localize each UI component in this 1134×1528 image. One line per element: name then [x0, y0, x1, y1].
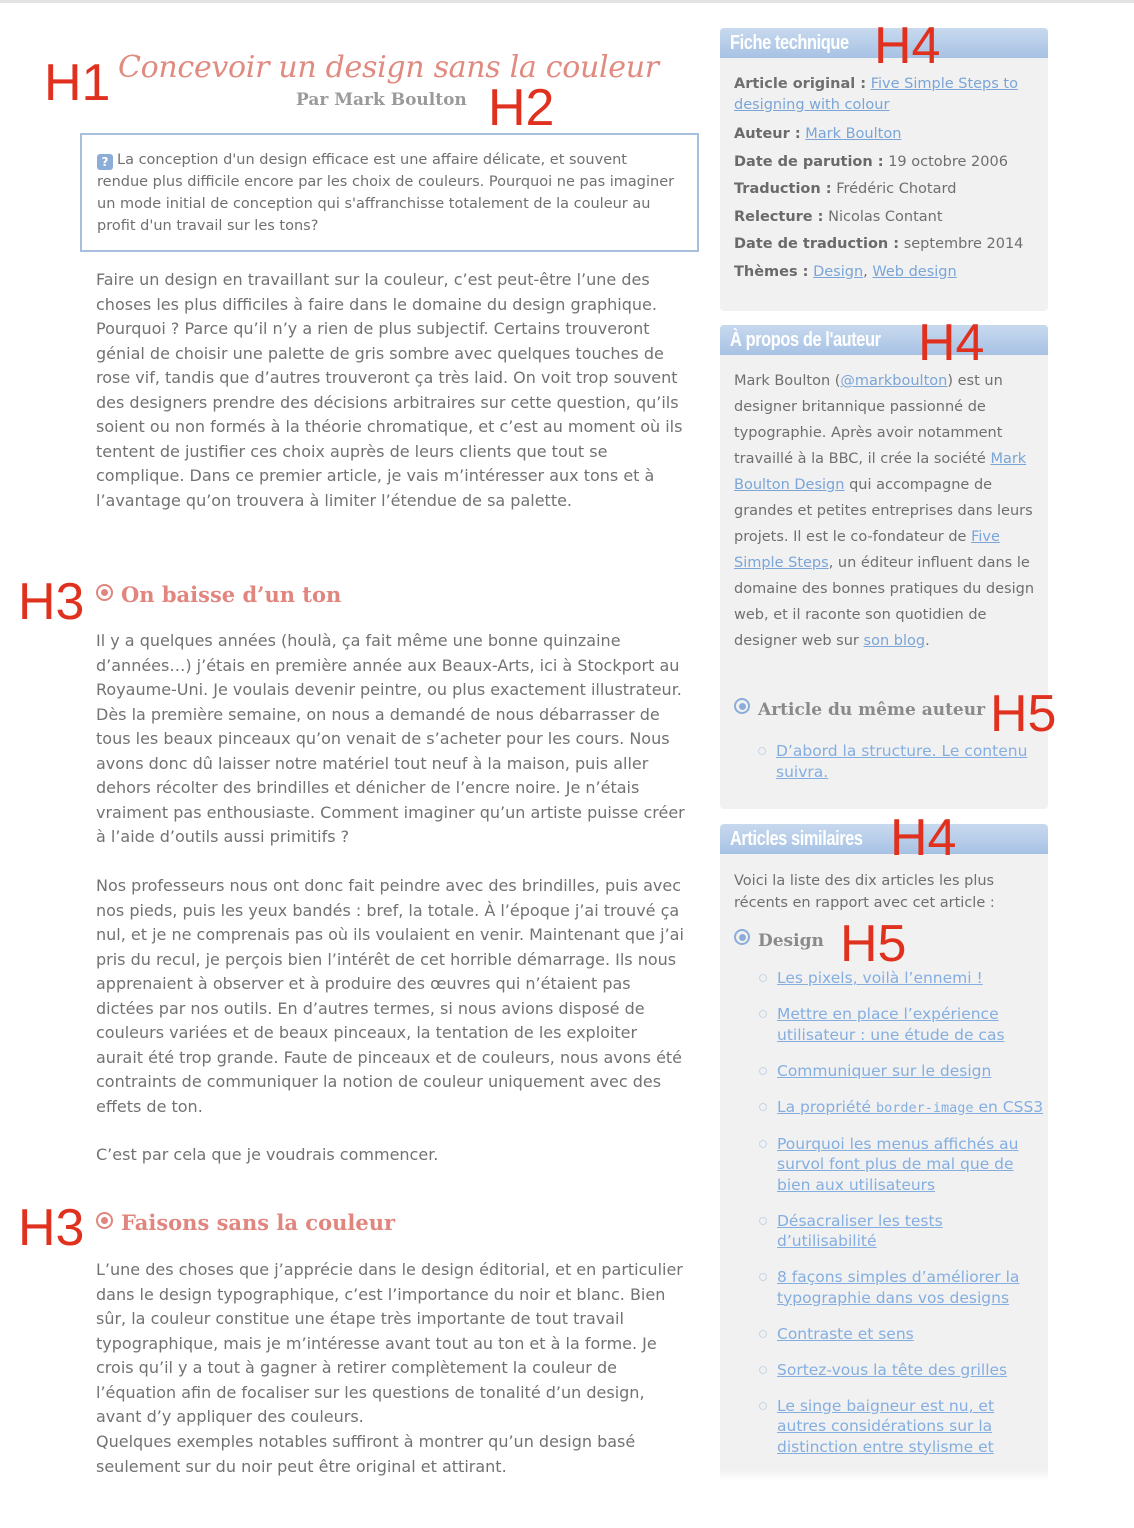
similar-articles-title: Articles similaires — [730, 828, 863, 850]
meta-date-label: Date de parution : — [734, 153, 884, 170]
meta-review — [734, 204, 1034, 232]
similar-articles-header — [720, 824, 1048, 854]
annotation-h5-same-author: H5 — [990, 685, 1057, 743]
circle-bullet-icon — [96, 1212, 113, 1229]
annotation-h1: H1 — [44, 54, 111, 112]
meta-original — [734, 74, 1034, 115]
about-text-part: . — [925, 633, 930, 649]
meta-translation-date-value: septembre 2014 — [903, 236, 1024, 252]
list-item — [777, 1211, 1047, 1252]
meta-translation-date — [734, 231, 1034, 259]
section-heading-1-text: On baisse d’un ton — [121, 582, 342, 607]
similar-article-link[interactable] — [777, 1098, 1043, 1116]
list-item — [777, 1061, 1047, 1082]
link-code-part: border-image — [876, 1099, 974, 1116]
meta-translation-label: Traduction : — [734, 181, 832, 197]
company-link[interactable]: Mark Boulton Design — [734, 451, 1027, 493]
intro-box — [80, 133, 699, 252]
question-icon: ? — [97, 154, 113, 170]
list-item — [777, 968, 1047, 989]
original-article-link[interactable]: Five Simple Steps to designing with colour — [734, 76, 1018, 113]
circle-bullet-icon — [734, 698, 750, 714]
fiche-technique-title: Fiche technique — [730, 32, 849, 54]
list-item — [777, 1097, 1047, 1119]
similar-article-link[interactable]: Désacraliser les tests d’utilisabilité — [777, 1211, 943, 1250]
twitter-link[interactable]: @markboulton — [840, 373, 948, 389]
sidebar-fade — [720, 1470, 1048, 1480]
article-paragraph: L’une des choses que j’apprécie dans le design éditorial, et en particulier dans le design typographique, c’est l’importance du noir et blanc. Bien sûr, la couleur constitue une étape très importante de tout travail typographique, mais je m’intéresse avant tout au ton et à la forme. Je crois qu’il y a tout à gagner à retirer complètement la couleur de l’équation afin de focaliser sur les questions de tonalité d’un design, avant d’y appliquer des couleurs. — [96, 1260, 683, 1426]
about-author-text — [720, 355, 1048, 664]
annotation-h3-second: H3 — [18, 1199, 85, 1257]
meta-translation-value: Frédéric Chotard — [836, 181, 957, 197]
meta-themes — [734, 259, 1034, 287]
similar-article-link[interactable]: Le singe baigneur est nu, et autres considérations sur la distinction entre stylisme et — [777, 1396, 995, 1456]
meta-author — [734, 121, 1034, 149]
meta-themes-label: Thèmes : — [734, 263, 809, 280]
about-text-part: qui accompagne de grandes et petites entreprises dans leurs projets. Il est le co-fondateur de — [734, 477, 1033, 545]
similar-article-link[interactable]: 8 façons simples d’améliorer la typographie dans vos designs — [777, 1268, 1020, 1307]
same-author-heading-text: Article du même auteur — [758, 700, 986, 720]
same-author-heading — [734, 698, 985, 720]
intro-text: La conception d'un design efficace est une affaire délicate, et souvent rendue plus difficile encore par les choix de couleurs. Pourquoi ne pas imaginer un mode initial de conception qui s'affranchisse totalement de la couleur au profit d'un travail sur les tons? — [97, 152, 675, 234]
similar-article-link[interactable]: Sortez-vous la tête des grilles — [777, 1360, 1008, 1379]
annotation-h4-similar: H4 — [890, 809, 957, 867]
similar-article-link[interactable]: Contraste et sens — [777, 1324, 914, 1343]
blog-link[interactable]: son blog — [863, 633, 926, 649]
about-text-part: Mark Boulton ( — [734, 373, 841, 389]
similar-article-link[interactable]: Mettre en place l’expérience utilisateur : une étude de cas — [777, 1005, 1005, 1044]
about-text-part: , un éditeur influent dans le domaine des bonnes pratiques du design web, et il raconte son quotidien de designer web sur — [734, 555, 1035, 649]
list-item — [776, 741, 1036, 782]
article-byline: Par Mark Boulton — [296, 90, 467, 110]
list-item — [777, 1324, 1047, 1345]
circle-bullet-icon — [96, 584, 113, 601]
section-heading-2-text: Faisons sans la couleur — [121, 1210, 396, 1235]
meta-author-label: Auteur : — [734, 126, 801, 142]
article-paragraph: Quelques exemples notables suffiront à montrer qu’un design basé seulement sur du noir peut être original et attirant. — [96, 1432, 636, 1476]
list-item — [777, 1267, 1047, 1308]
section-heading-1 — [96, 582, 341, 607]
design-heading — [734, 929, 824, 951]
link-text-part: La propriété — [777, 1097, 877, 1116]
design-heading-text: Design — [758, 931, 824, 951]
link-text-part: en CSS3 — [973, 1097, 1044, 1116]
five-simple-steps-link[interactable]: Five Simple Steps — [734, 529, 1000, 571]
about-text-part: ) est un designer britannique passionné de typographie. Après avoir notamment travaillé à la BBC, il crée la société — [734, 373, 1003, 467]
meta-date — [734, 149, 1034, 177]
page-title: Concevoir un design sans la couleur — [118, 50, 659, 85]
annotation-h2: H2 — [488, 79, 555, 137]
similar-articles-list — [735, 968, 1047, 1473]
article-paragraph: C’est par cela que je voudrais commencer. — [96, 1145, 439, 1164]
article-paragraph: Faire un design en travaillant sur la couleur, c’est peut-être l’une des choses les plus difficiles à faire dans le domaine du design graphique. Pourquoi ? Parce qu’il n’y a rien de plus subjectif. Certains trouveront génial de choisir une palette de gris sombre avec quelques touches de rose vif, tandis que d’autres trouveront ça très laid. On voit trop souvent des designers prendre des décisions arbitraires sur cette question, qu’ils soient ou non formés à la théorie chromatique, et c’est au moment où ils tentent de justifier ces choix auprès de leurs clients que tout se complique. Dans ce premier article, je vais m’intéresser aux tons et à l’avantage qu’on trouvera à limiter l’étendue de sa palette. — [96, 270, 683, 510]
section-heading-2 — [96, 1210, 395, 1235]
circle-bullet-icon — [734, 929, 750, 945]
author-link[interactable]: Mark Boulton — [805, 126, 902, 142]
similar-article-link[interactable]: Communiquer sur le design — [777, 1061, 992, 1080]
list-item — [777, 1360, 1047, 1381]
meta-review-label: Relecture : — [734, 208, 824, 225]
meta-review-value: Nicolas Contant — [828, 208, 943, 225]
same-author-list — [734, 741, 1036, 798]
meta-date-value: 19 octobre 2006 — [888, 153, 1008, 170]
meta-original-label: Article original : — [734, 76, 867, 92]
theme-link-web-design[interactable]: Web design — [872, 263, 957, 280]
about-author-header — [720, 325, 1048, 355]
list-item — [777, 1004, 1047, 1045]
article-paragraph: Nos professeurs nous ont donc fait peindre avec des brindilles, puis avec nos pieds, puis les yeux bandés : bref, la totale. À l’époque j’ai trouvé ça nul, et je ne comprenais pas où ils voulaient en venir. Maintenant que j’ai pris du recul, je perçois bien l’intérêt de cet horrible démarrage. Ils nous apprenaient à observer et à produire des œuvres qui n’étaient pas dictées par nos outils. En d’autres termes, si nous avions disposé de couleurs variées et de beaux pinceaux, la tentation de les exploiter aurait été trop grande. Faute de pinceaux et de couleurs, nous avons été contraints de communiquer la notion de couleur uniquement avec des effets de ton. — [96, 876, 684, 1116]
list-item — [777, 1396, 1047, 1458]
theme-link-design[interactable]: Design — [813, 263, 864, 280]
similar-articles-intro: Voici la liste des dix articles les plus récents en rapport avec cet article : — [734, 873, 995, 911]
top-border — [0, 0, 1134, 3]
meta-translation-date-label: Date de traduction : — [734, 236, 900, 252]
similar-article-link[interactable]: Les pixels, voilà l’ennemi ! — [777, 969, 983, 987]
same-author-article-link[interactable]: D’abord la structure. Le contenu suivra. — [776, 742, 1028, 781]
annotation-h3-first: H3 — [18, 573, 85, 631]
list-item — [777, 1134, 1047, 1196]
theme-separator: , — [863, 263, 868, 280]
annotation-h5-design: H5 — [840, 915, 907, 973]
about-author-title: À propos de l'auteur — [730, 329, 881, 351]
article-paragraph: Il y a quelques années (houlà, ça fait même une bonne quinzaine d’années…) j’étais en première année aux Beaux-Arts, ici à Stockport au Royaume-Uni. Je voulais devenir peintre, ou plus exactement illustrateur. Dès la première semaine, on nous a demandé de nous débarrasser de tous les beaux pinceaux qu’on venait de s’acheter pour les cours. Nous avons donc dû laisser notre matériel tout neuf à la maison, puis aller dehors récolter des brindilles et dénicher de l’encre noire. Je n’étais vraiment pas enthousiaste. Comment imaginer qu’un artiste puisse créer à l’aide d’outils aussi primitifs ? — [96, 631, 685, 846]
annotation-h4-fiche: H4 — [874, 17, 941, 75]
annotation-h4-about: H4 — [918, 314, 985, 372]
meta-translation — [734, 176, 1034, 204]
similar-article-link[interactable]: Pourquoi les menus affichés au survol font plus de mal que de bien aux utilisateurs — [777, 1134, 1019, 1194]
